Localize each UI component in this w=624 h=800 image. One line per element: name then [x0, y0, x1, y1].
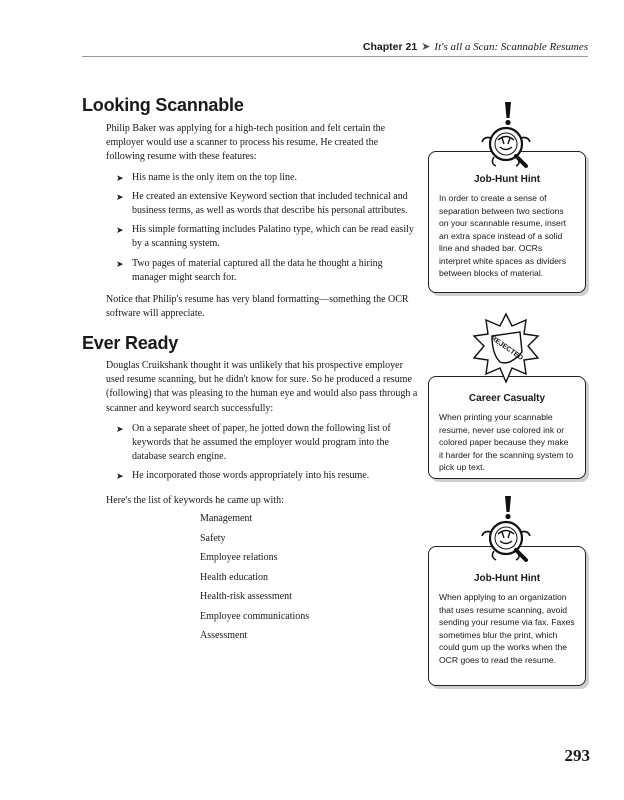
keyword-list [200, 512, 309, 649]
header-arrow-icon: ➤ [421, 41, 431, 53]
section-intro: Philip Baker was applying for a high-tech position and felt certain the employer would use a scanner to process his resume. He created the following resume with these features: [106, 123, 386, 163]
running-header [363, 40, 588, 53]
bullet-arrow-icon: ➤ [116, 191, 124, 202]
bullet-arrow-icon: ➤ [116, 471, 124, 482]
keyword-item: Assessment [200, 630, 248, 641]
sidebar-text: When printing your scannable resume, never use colored ink or colored paper because they make it harder for the scanning system to pick up text. [439, 412, 574, 472]
keyword-item: Employee communications [200, 610, 310, 622]
bullet-arrow-icon: ➤ [116, 172, 124, 183]
section-heading-ever-ready: Ever Ready [82, 333, 179, 353]
keyword-item: Health-risk assessment [200, 591, 292, 602]
sidebar-career-casualty [428, 376, 586, 479]
chapter-title: It's all a Scan: Scannable Resumes [434, 41, 588, 53]
section-outro: Here's the list of keywords he came up with: [106, 494, 284, 506]
sidebar-title: Job-Hunt Hint [473, 174, 541, 185]
header-rule [82, 56, 588, 57]
keyword-item: Employee relations [200, 552, 278, 563]
section-intro: Douglas Cruikshank thought it was unlikely that his prospective employer used resume scanning, but he didn't know for sure. So he produced a resume (following) that was pleasing to the human eye and would also pass through a scanner and keyword search successfully: [106, 360, 418, 414]
section-body-looking-scannable [106, 122, 418, 321]
bullet-list [106, 422, 418, 484]
page-number: 293 [564, 746, 590, 765]
bullet-arrow-icon: ➤ [116, 225, 124, 236]
bullet-arrow-icon: ➤ [116, 258, 124, 269]
sidebar-text: When applying to an organization that uses resume scanning, avoid sending your resume via fax. Faxes sometimes blur the print, which could gum up the works when the OCR goes to read the resume. [439, 592, 575, 665]
list-item: ➤ Two pages of material captured all the data he thought a hiring manager might search for. [116, 257, 383, 283]
list-item: ➤ His simple formatting includes Palatino type, which can be read easily by a scanning system. [116, 224, 414, 250]
bullet-list [106, 171, 418, 285]
exclamation-magnifier-icon [476, 100, 538, 170]
exclamation-magnifier-icon [476, 494, 538, 564]
sidebar-text: In order to create a sense of separation between two sections on your scannable resume, insert an extra space instead of a solid line and shaded bar. OCRs interpret white spaces as dividers between blocks of material. [439, 193, 567, 278]
list-item: ➤ On a separate sheet of paper, he jotted down the following list of keywords that he assumed the employer would program into the database search engine. [116, 422, 391, 463]
keyword-item: Health education [200, 571, 269, 583]
section-heading-looking-scannable: Looking Scannable [82, 95, 244, 115]
sidebar-job-hunt-hint-2 [428, 546, 586, 686]
keyword-item: Safety [200, 532, 226, 544]
rejected-stamp-icon [470, 312, 542, 384]
sidebar-title: Career Casualty [468, 393, 546, 404]
section-body-ever-ready [106, 359, 418, 508]
chapter-label: Chapter 21 [362, 41, 418, 53]
sidebar-title: Job-Hunt Hint [473, 573, 541, 584]
bullet-arrow-icon: ➤ [116, 423, 124, 434]
section-outro: Notice that Philip's resume has very bland formatting—something the OCR software will appreciate. [106, 294, 409, 320]
stamp-text: REJECTED [489, 334, 525, 362]
list-item: ➤ He created an extensive Keyword section that included technical and business terms, as well as words that describe his personal attributes. [116, 190, 408, 217]
list-item: ➤ His name is the only item on the top line. [106, 171, 418, 185]
sidebar-job-hunt-hint-1 [428, 151, 586, 293]
list-item: ➤ He incorporated those words appropriately into his resume. [106, 469, 418, 483]
keyword-item: Management [200, 513, 253, 524]
